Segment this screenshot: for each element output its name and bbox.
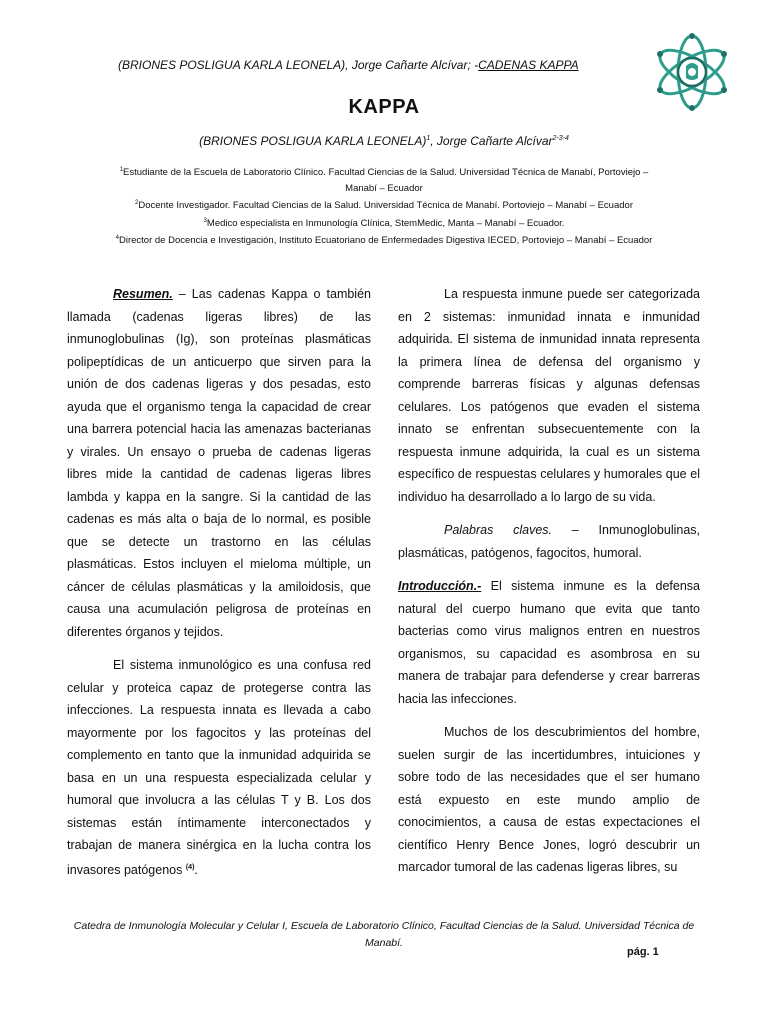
citation-ref: (4) (185, 863, 195, 871)
author-primary: (BRIONES POSLIGUA KARLA LEONELA) (199, 134, 427, 148)
affiliation-text: Medico especialista en Inmunología Clínica, StemMedic, Manta – Manabí – Ecuador. (206, 217, 565, 229)
immune-system-paragraph (67, 654, 371, 881)
keywords-label: Palabras claves. (444, 523, 553, 537)
author-line (0, 134, 768, 148)
immune-system-text: El sistema inmunológico es una confusa red celular y proteica capaz de protegerse contra las infecciones. La respuesta innata es llevada a cabo mayormente por los fagocitos y las proteínas del complemento en tanto que la inmunidad adquirida se basa en un una respuesta especializada celular y humoral que involucra a las células T y B. Los dos sistemas están íntimamente interconectados y trabajan de manera sinérgica en la lucha contra los invasores patógenos (67, 658, 371, 877)
introduction-text: El sistema inmune es la defensa natural del cuerpo humano que evita que tanto bacterias como virus malignos entren en nuestros organismos, su capacidad es asombrosa en su manera de trabajar para defenderse y crear barreras hacia las infecciones. (398, 579, 700, 706)
affiliation-text: Docente Investigador. Facultad Ciencias de la Salud. Universidad Técnica de Manabí. Portoviejo – Manabí – Ecuador (138, 200, 633, 212)
running-header (118, 58, 579, 72)
right-column (398, 283, 700, 890)
paragraph-end: . (194, 862, 198, 877)
running-header-authors: (BRIONES POSLIGUA KARLA LEONELA), Jorge Cañarte Alcívar; - (118, 58, 479, 72)
affiliation-num: 2 (135, 200, 139, 207)
affiliations (110, 163, 658, 249)
left-column (67, 283, 371, 892)
affiliation-num: 1 (119, 167, 124, 173)
affiliation-text: Director de Docencia e Investigación, Instituto Ecuatoriano de Enfermedades Digestiva IECED, Portoviejo – Manabí – Ecuador (119, 235, 653, 247)
page-footer: Catedra de Inmunología Molecular y Celular I, Escuela de Laboratorio Clínico, Facultad Ciencias de la Salud. Universidad Técnica de Manabí. (73, 920, 695, 949)
keywords-paragraph (398, 519, 700, 564)
abstract-label: Resumen. (113, 287, 173, 301)
running-header-topic: CADENAS KAPPA (478, 58, 579, 72)
author-primary-sup: 1 (426, 135, 431, 142)
affiliation-3 (110, 214, 658, 232)
introduction-label: Introducción.- (398, 579, 482, 593)
affiliation-2 (110, 196, 658, 214)
affiliation-num: 3 (203, 217, 207, 224)
introduction-paragraph (398, 575, 700, 710)
author-secondary: , Jorge Cañarte Alcívar (430, 134, 553, 148)
affiliation-num: 4 (115, 235, 119, 242)
discoveries-paragraph: Muchos de los descubrimientos del hombre, suelen surgir de las incertidumbres, intuiciones y sobre todo de las necesidades que el ser humano está expuesto en este mundo amplio de conocimientos, a causa de estas expectaciones el científico Henry Bence Jones, logró descubrir un marcador tumoral de las cadenas ligeras libres, su (398, 725, 700, 874)
abstract-text: – Las cadenas Kappa o también llamada (cadenas ligeras libres) de las inmunoglobulinas (Ig), son proteínas plasmáticas polipeptídicas de un anticuerpo que sirven para la unión de dos cadenas ligeras y dos pesadas, esto ayuda que el organismo tenga la capacidad de crear una barrera potencial hacia las amenazas bacterianas y virales. Un ensayo o prueba de cadenas ligeras libres mide la cantidad de cadenas ligeras libres lambda y kappa en la sangre. Si la cantidad de las cadenas es más alta o baja de lo normal, es posible que se detecte un trastorno en las células plasmáticas. Estos incluyen el mieloma múltiple, un cáncer de células plasmáticas y la amiloidosis, que causa una acumulación peligrosa de proteínas en diferentes órganos y tejidos. (67, 287, 371, 639)
page-number: pág. 1 (627, 946, 659, 958)
affiliation-text: Estudiante de la Escuela de Laboratorio Clínico. Facultad Ciencias de la Salud. Universidad Técnica de Manabí, Portoviejo – Manabí – Ecuador (123, 167, 649, 194)
immune-response-paragraph: La respuesta inmune puede ser categorizada en 2 sistemas: inmunidad innata e inmunidad adquirida. El sistema de inmunidad innata representa la primera línea de defensa del organismo y comprende barreras físicas y algunas defensas celulares. Los patógenos que evaden el sistema innato se enfrentan subsecuentemente con la respuesta inmune adquirida, la cual es un sistema específico de respuestas celulares y humorales que el individuo ha desarrollado a lo largo de su vida. (398, 287, 700, 504)
abstract-paragraph (67, 283, 371, 643)
affiliation-1 (110, 163, 658, 196)
affiliation-4 (110, 231, 658, 249)
author-secondary-sup: 2-3-4 (552, 135, 569, 142)
keywords-text: – Inmunoglobulinas, plasmáticas, patógenos, fagocitos, humoral. (398, 523, 701, 560)
paper-title: KAPPA (348, 96, 420, 118)
